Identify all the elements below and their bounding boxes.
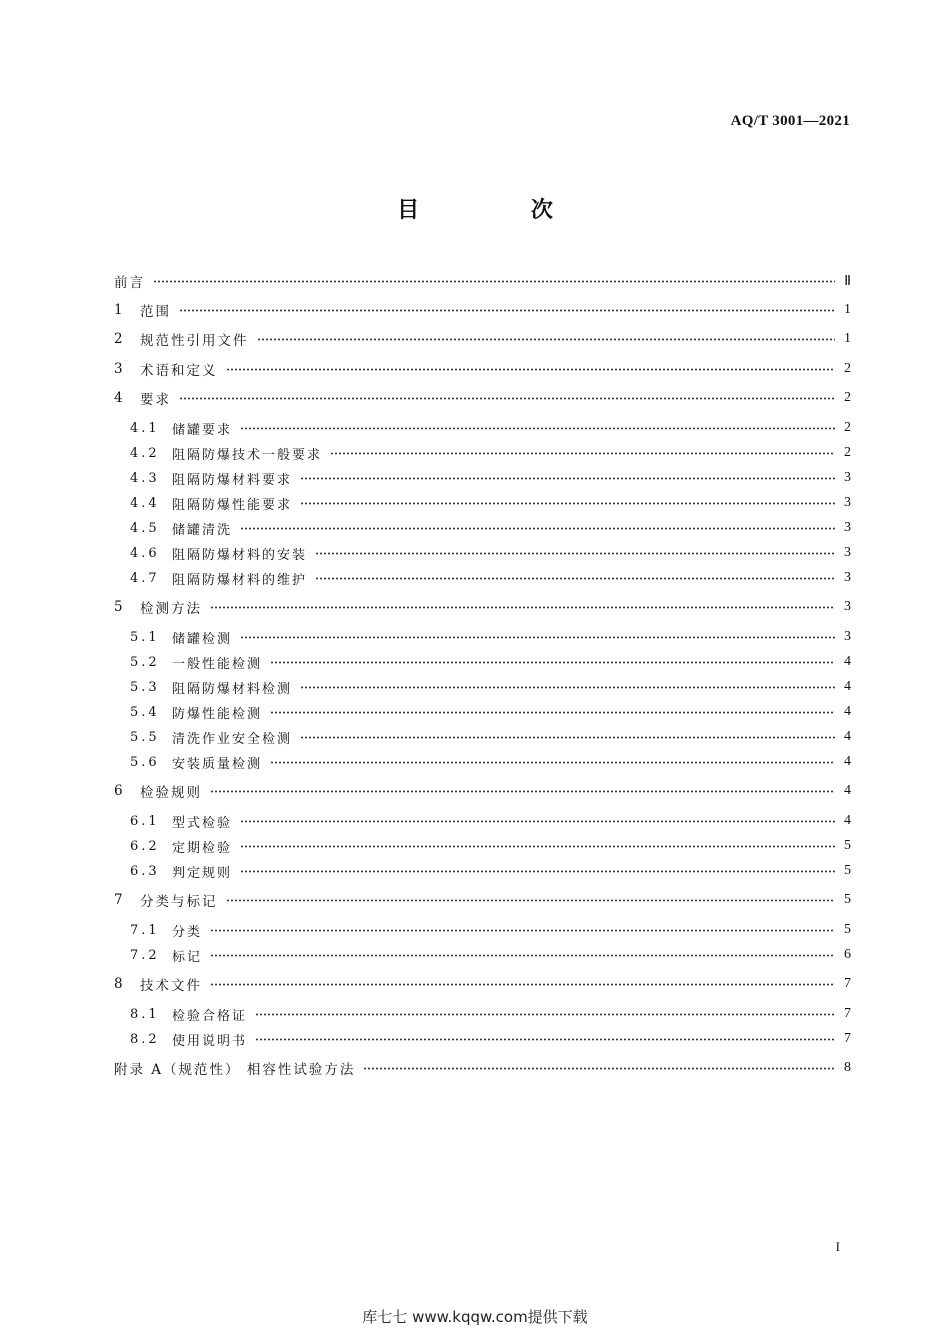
toc-entry-page: 3 [844, 570, 851, 585]
toc-entry[interactable] [114, 626, 851, 648]
toc-leader-dots [240, 636, 835, 639]
toc-entry-number: 1 [114, 302, 126, 318]
toc-leader-dots [300, 736, 835, 739]
toc-leader-dots [240, 870, 835, 873]
toc-entry-number: 7.1 [130, 922, 160, 938]
toc-entry-title: 定期检验 [172, 840, 233, 856]
toc-entry-number: 5.2 [130, 654, 160, 670]
toc-leader-dots [210, 606, 835, 609]
toc-entry[interactable] [114, 270, 851, 292]
toc-entry-number: 5.6 [130, 754, 160, 770]
toc-entry[interactable] [114, 442, 851, 464]
page-number: I [835, 1239, 840, 1254]
toc-leader-dots [179, 397, 835, 400]
toc-entry-title: 一般性能检测 [172, 656, 263, 672]
toc-entry-page: 6 [844, 947, 851, 962]
toc-entry[interactable] [114, 492, 851, 514]
toc-entry-page: 1 [844, 302, 851, 317]
toc-entry[interactable] [114, 467, 851, 489]
toc-entry-title: 阻隔防爆材料的维护 [172, 572, 308, 588]
toc-leader-dots [240, 427, 835, 430]
toc-entry-number: 7.2 [130, 947, 160, 963]
toc-entry-page: 3 [844, 495, 851, 510]
toc-leader-dots [315, 552, 835, 555]
toc-entry[interactable] [114, 567, 851, 589]
toc-entry-page: 3 [844, 520, 851, 535]
toc-entry-title: 标记 [172, 949, 203, 965]
toc-entry-page: 5 [844, 892, 851, 907]
toc-entry-number: 4.3 [130, 470, 160, 486]
toc-entry-page: 4 [844, 679, 851, 694]
toc-entry-title: 储罐清洗 [172, 522, 233, 538]
toc-entry-number: 4.2 [130, 445, 160, 461]
toc-entry-number: 7 [114, 892, 126, 908]
toc-entry[interactable] [114, 751, 851, 773]
toc-entry[interactable] [114, 387, 851, 409]
toc-entry[interactable] [114, 651, 851, 673]
toc-entry-title: 检验规则 [140, 785, 202, 801]
toc-entry-page: 7 [844, 976, 851, 991]
toc-entry[interactable] [114, 1057, 851, 1079]
toc-entry-number: 5 [114, 599, 126, 615]
toc-leader-dots [226, 899, 836, 902]
toc-entry-page: 2 [844, 445, 851, 460]
toc-entry-page: 8 [844, 1060, 851, 1075]
toc-entry-page: 4 [844, 654, 851, 669]
toc-entry[interactable] [114, 973, 851, 995]
toc-entry-page: 7 [844, 1031, 851, 1046]
toc-entry-title: 阻隔防爆材料要求 [172, 472, 293, 488]
toc-entry-page: 3 [844, 545, 851, 560]
toc-entry[interactable] [114, 1028, 851, 1050]
toc-leader-dots [270, 661, 835, 664]
toc-entry-page: 3 [844, 629, 851, 644]
toc-entry[interactable] [114, 726, 851, 748]
toc-entry-title: 前言 [114, 275, 145, 291]
toc-entry-number: 4.4 [130, 495, 160, 511]
toc-entry-title: 判定规则 [172, 865, 233, 881]
toc-leader-dots [270, 761, 835, 764]
toc-leader-dots [330, 452, 835, 455]
toc-entry-number: 6.3 [130, 863, 160, 879]
toc-entry-number: 8.1 [130, 1006, 160, 1022]
toc-entry-title: 范围 [140, 304, 171, 320]
toc-entry-title: 要求 [140, 392, 171, 408]
toc-leader-dots [315, 577, 835, 580]
toc-leader-dots [226, 368, 836, 371]
toc-entry-title: 防爆性能检测 [172, 706, 263, 722]
toc-entry-page: 4 [844, 729, 851, 744]
toc-leader-dots [300, 477, 835, 480]
page-title: 目 次 [397, 198, 605, 223]
toc-entry-number: 6 [114, 783, 126, 799]
toc-entry-title: 使用说明书 [172, 1033, 248, 1049]
toc-entry-page: 7 [844, 1006, 851, 1021]
standard-code: AQ/T 3001—2021 [730, 113, 850, 129]
toc-entry-title: 术语和定义 [140, 363, 218, 379]
toc-entry-number: 4 [114, 390, 126, 406]
toc-entry-title: 清洗作业安全检测 [172, 731, 293, 747]
toc-entry[interactable] [114, 299, 851, 321]
toc-entry-title: 型式检验 [172, 815, 233, 831]
toc-leader-dots [240, 527, 835, 530]
toc-entry-page: 5 [844, 922, 851, 937]
toc-entry[interactable] [114, 889, 851, 911]
toc-entry-title: 阻隔防爆材料的安装 [172, 547, 308, 563]
toc-entry-number: 4.1 [130, 420, 160, 436]
toc-entry-title: 安装质量检测 [172, 756, 263, 772]
toc-entry[interactable] [114, 780, 851, 802]
toc-leader-dots [240, 820, 835, 823]
toc-entry[interactable] [114, 542, 851, 564]
toc-entry-number: 4.6 [130, 545, 160, 561]
toc-entry-page: 4 [844, 813, 851, 828]
toc-entry-page: 3 [844, 599, 851, 614]
toc-leader-dots [210, 790, 835, 793]
toc-leader-dots [257, 338, 836, 341]
toc-entry[interactable] [114, 417, 851, 439]
toc-leader-dots [179, 309, 835, 312]
toc-entry[interactable] [114, 1003, 851, 1025]
toc-entry-title: 规范性引用文件 [140, 333, 249, 349]
toc-entry-number: 8 [114, 976, 126, 992]
toc-entry[interactable] [114, 328, 851, 350]
toc-entry-number: 6.2 [130, 838, 160, 854]
toc-entry[interactable] [114, 701, 851, 723]
toc-entry-page: 5 [844, 838, 851, 853]
toc-entry-number: 4.5 [130, 520, 160, 536]
toc-entry[interactable] [114, 810, 851, 832]
toc-entry-number: 6.1 [130, 813, 160, 829]
toc-entry[interactable] [114, 944, 851, 966]
toc-leader-dots [240, 845, 835, 848]
toc-entry-title: 储罐要求 [172, 422, 233, 438]
toc-entry-title: 检测方法 [140, 601, 202, 617]
toc-leader-dots [210, 983, 835, 986]
toc-entry[interactable] [114, 596, 851, 618]
toc-entry-number: 4.7 [130, 570, 160, 586]
toc-entry-page: 2 [844, 361, 851, 376]
toc-entry-number: 2 [114, 331, 126, 347]
toc-entry-number: 8.2 [130, 1031, 160, 1047]
toc-entry-page: 3 [844, 470, 851, 485]
download-watermark: 库七七 www.kqqw.com提供下载 [362, 1308, 588, 1326]
toc-leader-dots [255, 1038, 835, 1041]
toc-entry-page: 4 [844, 704, 851, 719]
toc-leader-dots [255, 1013, 835, 1016]
toc-entry-number: 3 [114, 361, 126, 377]
toc-entry-page: 5 [844, 863, 851, 878]
toc-entry[interactable] [114, 676, 851, 698]
toc-entry-number: 5.5 [130, 729, 160, 745]
toc-entry-title: 储罐检测 [172, 631, 233, 647]
toc-leader-dots [300, 686, 835, 689]
toc-entry-title: 技术文件 [140, 978, 202, 994]
toc-entry-page: 1 [844, 331, 851, 346]
toc-leader-dots [153, 280, 835, 283]
toc-entry[interactable] [114, 835, 851, 857]
toc-entry-page: 4 [844, 754, 851, 769]
toc-leader-dots [270, 711, 835, 714]
toc-leader-dots [363, 1067, 835, 1070]
toc-entry-page: 2 [844, 390, 851, 405]
toc-leader-dots [300, 502, 835, 505]
toc-entry[interactable] [114, 860, 851, 882]
toc-entry-title: 检验合格证 [172, 1008, 248, 1024]
toc-entry-title: 阻隔防爆材料检测 [172, 681, 293, 697]
toc-entry-number: 5.3 [130, 679, 160, 695]
toc-entry-page: Ⅱ [844, 273, 851, 289]
toc-entry[interactable] [114, 517, 851, 539]
toc-leader-dots [210, 929, 835, 932]
toc-entry-number: 5.1 [130, 629, 160, 645]
toc-entry-title: 阻隔防爆技术一般要求 [172, 447, 323, 463]
toc-entry[interactable] [114, 358, 851, 380]
toc-entry-page: 2 [844, 420, 851, 435]
toc-entry-number: 5.4 [130, 704, 160, 720]
toc-entry[interactable] [114, 919, 851, 941]
toc-entry-title: 分类 [172, 924, 203, 940]
toc-entry-title: 附录 A（规范性） 相容性试验方法 [114, 1062, 356, 1078]
toc-leader-dots [210, 954, 835, 957]
toc-entry-title: 阻隔防爆性能要求 [172, 497, 293, 513]
toc-entry-title: 分类与标记 [140, 894, 218, 910]
toc-entry-page: 4 [844, 783, 851, 798]
